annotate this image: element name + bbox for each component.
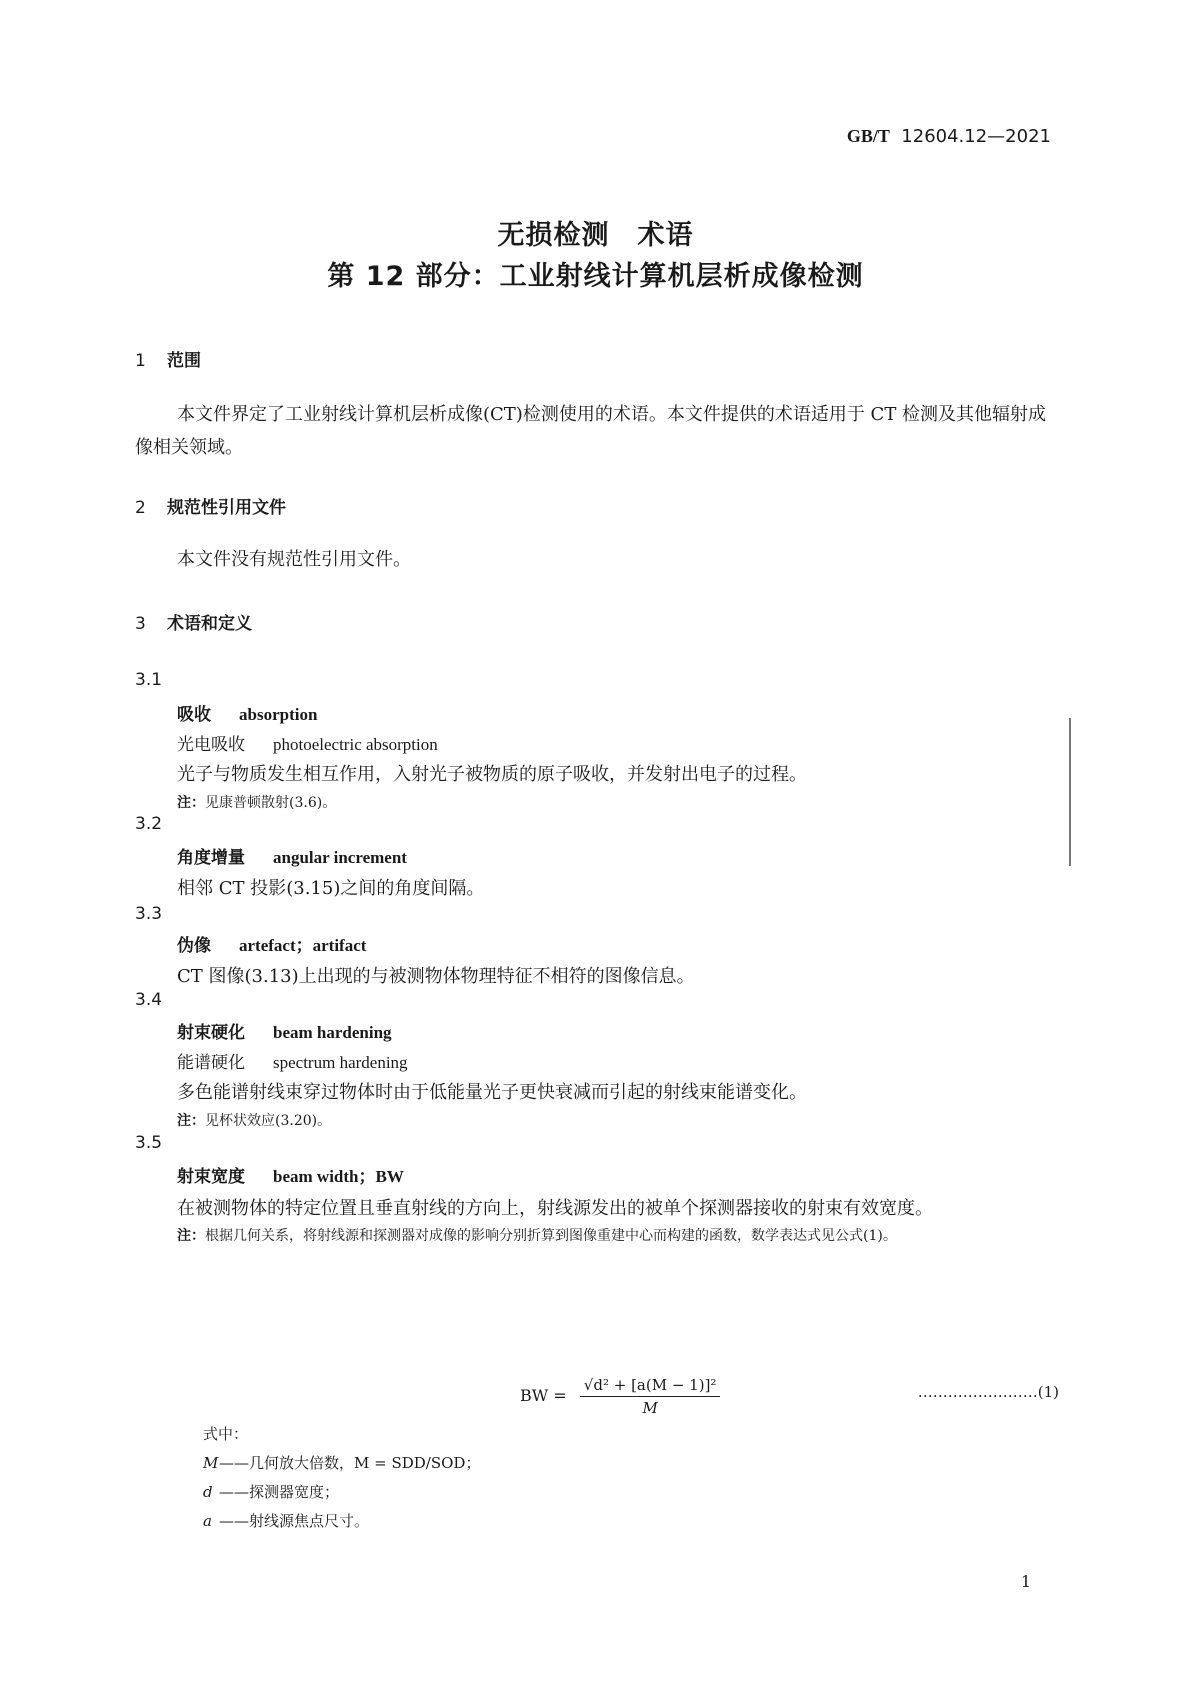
section-1-body: 本文件界定了工业射线计算机层析成像(CT)检测使用的术语。本文件提供的术语适用于 CT 检测及其他辐射成像相关领域。 [135,404,1047,458]
standard-code: 12604.12—2021 [901,126,1051,147]
term-3-5-note-text: 根据几何关系，将射线源和探测器对成像的影响分别折算到图像重建中心而构建的函数，数学表达式见公式(1)。 [205,1228,897,1244]
term-3-1-note-text: 见康普顿散射(3.6)。 [205,795,337,811]
formula-1 [520,1376,720,1417]
term-3-3-definition: CT 图像(3.13)上出现的与被测物体物理特征不相符的图像信息。 [177,966,695,987]
term-3-3-zh: 伪像 [177,936,211,956]
clause-3-4-number: 3.4 [135,990,163,1010]
symbol-M: M [203,1454,219,1472]
clause-3-1-number: 3.1 [135,670,163,690]
term-3-2-en: angular increment [273,848,407,867]
formula-fraction [580,1376,721,1417]
term-3-2-definition: 相邻 CT 投影(3.15)之间的角度间隔。 [177,878,485,899]
term-3-5 [177,1162,404,1187]
term-3-5-zh: 射束宽度 [177,1167,245,1187]
symbol-a: a [203,1512,212,1530]
term-3-1-alt [177,730,438,755]
term-3-1-alt-zh: 光电吸收 [177,735,245,755]
standard-prefix: GB/T [846,126,890,146]
clause-3-3-number: 3.3 [135,904,163,924]
term-3-4-note [177,1110,331,1130]
section-2-heading [135,493,286,518]
clause-3-2-number: 3.2 [135,814,163,834]
section-1-number: 1 [135,351,146,371]
clause-3-5-number: 3.5 [135,1133,163,1153]
formula-lhs: BW = [520,1386,567,1405]
term-3-4-en: beam hardening [273,1023,392,1042]
doc-title-line2: 第 12 部分：工业射线计算机层析成像检测 [327,261,864,292]
section-1-title: 范围 [167,351,201,371]
formula-numerator: √d² + [a(M − 1)]² [580,1376,721,1397]
revision-bar [1069,718,1071,866]
term-3-4-zh: 射束硬化 [177,1023,245,1043]
term-3-1 [177,700,317,725]
standard-number [847,126,1051,147]
term-3-3-en: artefact；artifact [239,936,367,955]
term-3-4-alt [177,1048,408,1073]
where-item-d [203,1481,339,1502]
where-item-d-text: ——探测器宽度； [219,1483,340,1501]
section-2-number: 2 [135,498,146,518]
formula-denominator: M [642,1399,658,1417]
section-1-heading [135,346,201,371]
term-3-4 [177,1018,392,1043]
note-label: 注： [177,795,205,811]
term-3-1-definition: 光子与物质发生相互作用，入射光子被物质的原子吸收，并发射出电子的过程。 [177,764,807,785]
where-item-M-text: ——几何放大倍数，M = SDD/SOD； [219,1454,481,1472]
term-3-3 [177,931,366,956]
equation-number: ……………………(1) [917,1383,1059,1401]
term-3-2-zh: 角度增量 [177,848,245,868]
section-3-title: 术语和定义 [167,614,252,634]
term-3-4-note-text: 见杯状效应(3.20)。 [205,1113,332,1129]
section-3-heading [135,609,252,634]
term-3-5-definition: 在被测物体的特定位置且垂直射线的方向上，射线源发出的被单个探测器接收的射束有效宽度。 [177,1198,933,1219]
note-label: 注： [177,1228,205,1244]
where-label: 式中： [203,1425,249,1443]
where-item-M [203,1452,480,1473]
term-3-4-definition: 多色能谱射线束穿过物体时由于低能量光子更快衰减而引起的射线束能谱变化。 [177,1082,807,1103]
section-2-body: 本文件没有规范性引用文件。 [177,549,411,570]
term-3-1-alt-en: photoelectric absorption [273,735,438,754]
note-label: 注： [177,1113,205,1129]
term-3-1-zh: 吸收 [177,705,211,725]
where-item-a [203,1510,369,1531]
term-3-1-en: absorption [239,705,318,724]
doc-title-line1: 无损检测 术语 [497,220,694,251]
term-3-4-alt-zh: 能谱硬化 [177,1053,245,1073]
symbol-d: d [203,1483,213,1501]
section-2-title: 规范性引用文件 [167,498,286,518]
page-number: 1 [1020,1572,1031,1591]
section-3-number: 3 [135,614,146,634]
term-3-5-note [177,1224,1062,1249]
term-3-4-alt-en: spectrum hardening [273,1053,408,1072]
term-3-5-en: beam width；BW [273,1167,404,1186]
term-3-2 [177,843,407,868]
term-3-1-note [177,792,336,812]
where-item-a-text: ——射线源焦点尺寸。 [219,1512,370,1530]
